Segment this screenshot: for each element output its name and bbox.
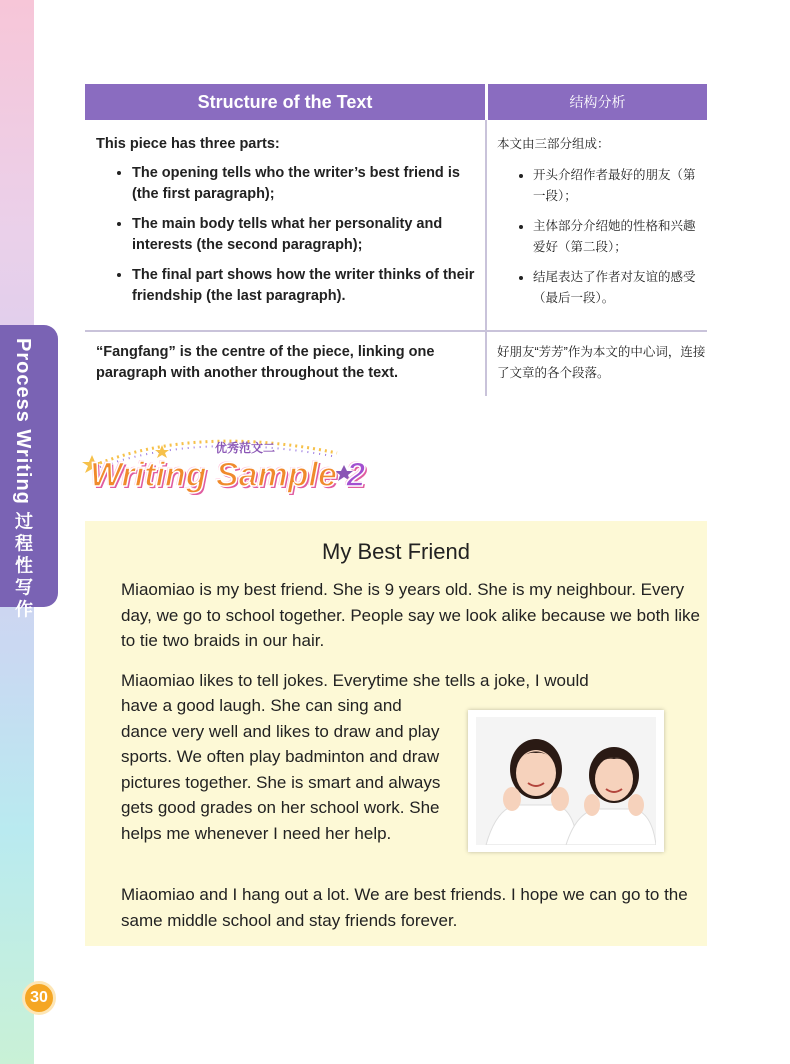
list-item: • The final part shows how the writer thinks of their friendship (the last paragraph). [132, 265, 485, 307]
banner-title [90, 456, 365, 495]
row1-en-cell [85, 120, 485, 330]
row2-zh-cell: 好朋友“芳芳”作为本文的中心词，连接了文章的各个段落。 [485, 332, 707, 396]
structure-table [85, 84, 707, 396]
table-header-zh: 结构分析 [488, 84, 707, 120]
two-girls-illustration [476, 717, 656, 845]
list-item: • 结尾表达了作者对友谊的感受（最后一段）。 [533, 267, 707, 309]
table-row [85, 120, 707, 332]
list-item: • The main body tells what her personality and interests (the second paragraph); [132, 214, 485, 256]
banner-subtitle: 优秀范文二 [215, 441, 276, 455]
sample-paragraph-2-first-line: Miaomiao likes to tell jokes. Everytime she tells a joke, I would [121, 671, 589, 690]
banner-title-text: Writing Sample [90, 456, 337, 494]
friends-photo [468, 710, 664, 852]
row1-zh-list [497, 165, 707, 309]
banner-title-number: 2 [346, 456, 366, 494]
row1-en-intro: This piece has three parts: [96, 136, 280, 152]
sample-paragraph-2: have a good laugh. She can sing and dance very well and likes to draw and play sports. We often play badminton and draw pictures together. She is smart and always gets good grades on her school work. She helps me whenever I need her help. [121, 696, 441, 843]
table-header [85, 84, 707, 120]
chapter-side-label [10, 338, 36, 621]
chapter-label-en: Process Writing [12, 338, 34, 505]
table-row [85, 332, 707, 396]
chapter-label-zh: 过程性写作 [13, 511, 33, 622]
list-item: • 主体部分介绍她的性格和兴趣爱好（第二段）； [533, 216, 707, 258]
list-item: • The opening tells who the writer’s best friend is (the first paragraph); [132, 163, 485, 205]
row2-en-cell: “Fangfang” is the centre of the piece, linking one paragraph with another throughout the text. [96, 344, 435, 381]
row1-zh-cell [485, 120, 707, 330]
sample-title: My Best Friend [322, 539, 470, 564]
list-item: • 开头介绍作者最好的朋友（第一段）； [533, 165, 707, 207]
sample-paragraph-1: Miaomiao is my best friend. She is 9 years old. She is my neighbour. Every day, we go to school together. People say we look alike because we both like to tie two braids in our hair. [121, 580, 700, 650]
page-number-badge: 30 [22, 981, 56, 1015]
row1-zh-intro: 本文由三部分组成： [497, 137, 610, 151]
sample-paragraph-3: Miaomiao and I hang out a lot. We are best friends. I hope we can go to the same middle school and stay friends forever. [121, 885, 688, 930]
table-header-en: Structure of the Text [85, 84, 485, 120]
row1-en-list [96, 163, 485, 307]
